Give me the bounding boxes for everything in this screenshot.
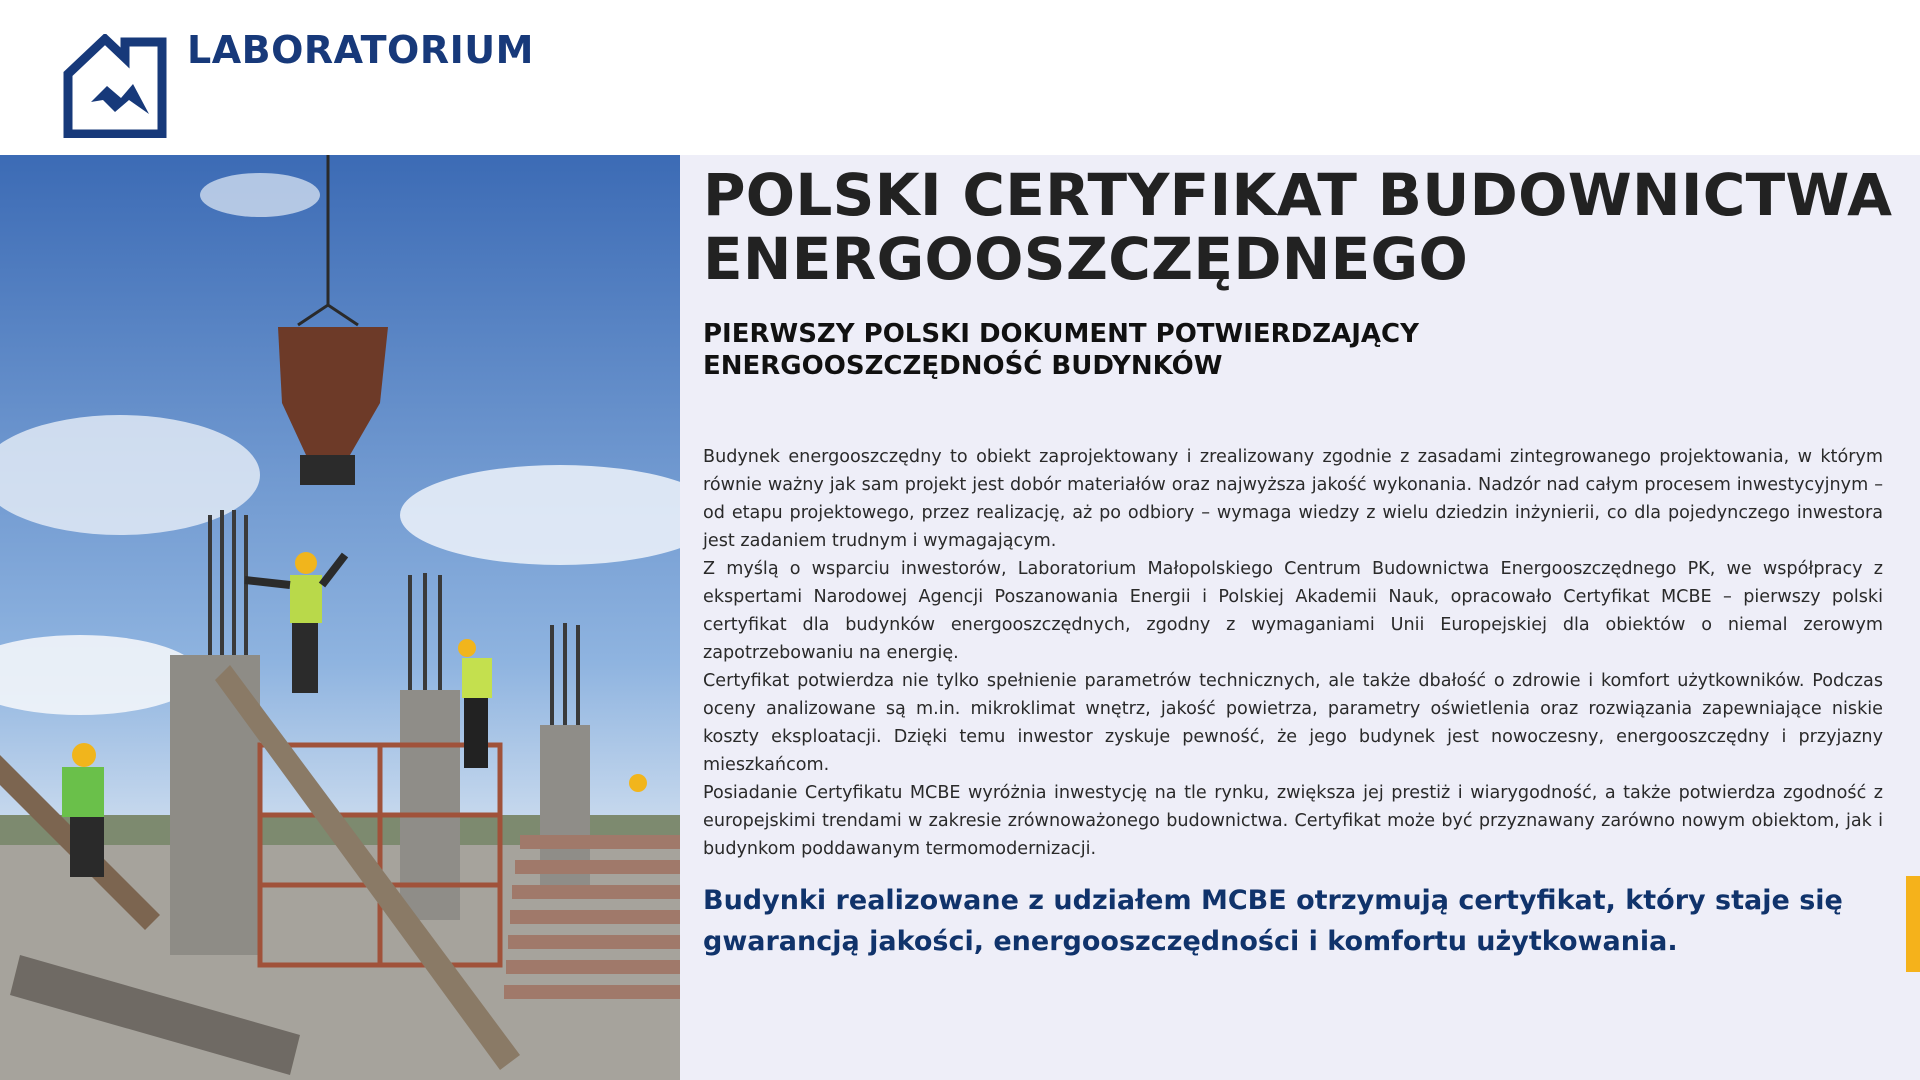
highlight-statement: Budynki realizowane z udziałem MCBE otrzymują certyfikat, który staje się gwarancją jakości, energooszczędności i komfortu użytkowania. — [703, 885, 1843, 957]
house-lightning-icon — [63, 34, 167, 138]
construction-site-photo — [0, 155, 680, 1080]
paragraph: Posiadanie Certyfikatu MCBE wyróżnia inwestycję na tle rynku, zwiększa jej prestiż i wiarygodność, a także potwierdza zgodność z europejskimi trendami w zakresie zrównoważonego budownictwa. Certyfikat może być przyznawany zarówno nowym obiektom, jak i budynkom poddawanym termomodernizacji. — [703, 783, 1883, 859]
accent-bar — [1906, 876, 1920, 972]
page-title: POLSKI CERTYFIKAT BUDOWNICTWA ENERGOOSZCZĘDNEGO — [703, 161, 1893, 293]
page-subtitle: PIERWSZY POLSKI DOKUMENT POTWIERDZAJĄCY ENERGOOSZCZĘDNOŚĆ BUDYNKÓW — [703, 319, 1419, 381]
paragraph: Budynek energooszczędny to obiekt zaprojektowany i zrealizowany zgodnie z zasadami zintegrowanego projektowania, w którym równie ważny jak sam projekt jest dobór materiałów oraz najwyższa jakość wykonania. Nadzór nad całym procesem inwestycyjnym – od etapu projektowego, przez realizację, aż po odbiory – wymaga wiedzy z wielu dziedzin inżynierii, co dla pojedynczego inwestora jest zadaniem trudnym i wymagającym. — [703, 447, 1883, 551]
header — [0, 0, 1920, 155]
body-text — [703, 443, 1883, 863]
paragraph: Z myślą o wsparciu inwestorów, Laboratorium Małopolskiego Centrum Budownictwa Energooszczędnego PK, we współpracy z ekspertami Narodowej Agencji Poszanowania Energii i Polskiej Akademii Nauk, opracowało Certyfikat MCBE – pierwszy polski certyfikat dla budynków energooszczędnych, zgodny z wymaganiami Unii Europejskiej dla obiektów o niemal zerowym zapotrzebowaniu na energię. — [703, 559, 1883, 663]
paragraph: Certyfikat potwierdza nie tylko spełnienie parametrów technicznych, ale także dbałość o zdrowie i komfort użytkowników. Podczas oceny analizowane są m.in. mikroklimat wnętrz, jakość powietrza, parametry oświetlenia oraz rozwiązania zapewniające niskie koszty eksploatacji. Dzięki temu inwestor zyskuje pewność, że jego budynek jest nowoczesny, energooszczędny i przyjazny mieszkańcom. — [703, 671, 1883, 775]
content-panel — [680, 155, 1920, 1080]
brand-name: LABORATORIUM — [187, 28, 534, 72]
